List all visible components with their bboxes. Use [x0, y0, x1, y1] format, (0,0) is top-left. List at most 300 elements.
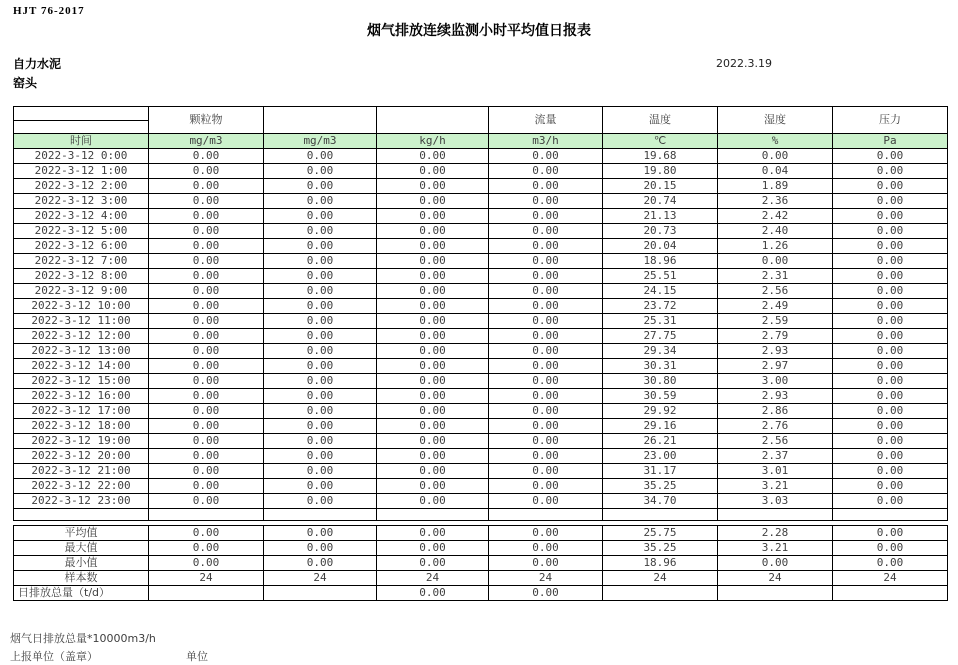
cell-value: 0.00 [377, 149, 489, 164]
footer-note: 烟气日排放总量*10000m3/h [10, 632, 156, 645]
cell-time: 2022-3-12 8:00 [14, 269, 149, 284]
summary-label: 平均值 [14, 526, 149, 541]
cell-value: 0.00 [377, 374, 489, 389]
page-title: 烟气排放连续监测小时平均值日报表 [367, 23, 591, 39]
cell-value: 0.00 [833, 239, 948, 254]
summary-value: 0.00 [718, 556, 833, 571]
cell-value: 0.00 [489, 419, 603, 434]
cell-value: 0.00 [833, 194, 948, 209]
blank-cell [833, 509, 948, 521]
unit-label: 单位 [186, 650, 208, 663]
summary-value: 0.00 [264, 541, 377, 556]
table-row [14, 389, 948, 404]
table-row [14, 254, 948, 269]
report-table [13, 106, 948, 601]
cell-value: 0.00 [489, 374, 603, 389]
cell-time: 2022-3-12 10:00 [14, 299, 149, 314]
cell-value: 0.00 [833, 434, 948, 449]
cell-value: 0.00 [489, 164, 603, 179]
summary-value: 24 [833, 571, 948, 586]
header-cell-unit: m3/h [489, 134, 603, 149]
summary-value: 0.00 [377, 586, 489, 601]
doc-standard-code: HJT 76-2017 [13, 5, 85, 17]
cell-value: 0.00 [377, 479, 489, 494]
cell-value: 24.15 [603, 284, 718, 299]
summary-value [833, 586, 948, 601]
summary-value: 0.00 [377, 526, 489, 541]
cell-value: 0.00 [833, 179, 948, 194]
cell-time: 2022-3-12 16:00 [14, 389, 149, 404]
cell-value: 1.26 [718, 239, 833, 254]
cell-value: 0.00 [833, 314, 948, 329]
table-row [14, 194, 948, 209]
cell-value: 0.00 [264, 239, 377, 254]
header-cell-unit: Pa [833, 134, 948, 149]
cell-value: 0.00 [264, 404, 377, 419]
header-cell-unit: kg/h [377, 134, 489, 149]
summary-value [264, 586, 377, 601]
cell-value: 27.75 [603, 329, 718, 344]
cell-value: 34.70 [603, 494, 718, 509]
cell-value: 3.00 [718, 374, 833, 389]
cell-value: 0.00 [489, 389, 603, 404]
cell-value: 0.00 [149, 194, 264, 209]
cell-value: 0.00 [489, 329, 603, 344]
summary-label: 最大值 [14, 541, 149, 556]
cell-value: 0.00 [149, 239, 264, 254]
cell-time: 2022-3-12 19:00 [14, 434, 149, 449]
cell-value: 0.00 [149, 389, 264, 404]
cell-value: 0.00 [264, 299, 377, 314]
table-row [14, 209, 948, 224]
table-row [14, 434, 948, 449]
summary-label: 样本数 [14, 571, 149, 586]
cell-value: 0.00 [489, 479, 603, 494]
table-row [14, 449, 948, 464]
cell-time: 2022-3-12 23:00 [14, 494, 149, 509]
cell-value: 2.36 [718, 194, 833, 209]
cell-value: 2.93 [718, 389, 833, 404]
cell-value: 0.00 [377, 359, 489, 374]
summary-value: 0.00 [489, 526, 603, 541]
summary-value: 3.21 [718, 541, 833, 556]
cell-value: 0.00 [264, 149, 377, 164]
cell-value: 0.00 [489, 344, 603, 359]
cell-value: 0.00 [489, 224, 603, 239]
cell-value: 0.00 [489, 314, 603, 329]
summary-value: 24 [264, 571, 377, 586]
blank-cell [603, 509, 718, 521]
cell-value: 0.00 [489, 464, 603, 479]
table-row [14, 329, 948, 344]
cell-value: 0.00 [377, 449, 489, 464]
cell-value: 0.00 [149, 179, 264, 194]
cell-value: 2.40 [718, 224, 833, 239]
table-row [14, 344, 948, 359]
header-cell-group: 压力 [833, 107, 948, 134]
summary-value: 24 [149, 571, 264, 586]
table-row [14, 479, 948, 494]
cell-value: 0.00 [149, 269, 264, 284]
summary-value: 0.00 [833, 556, 948, 571]
cell-value: 0.00 [377, 464, 489, 479]
cell-time: 2022-3-12 0:00 [14, 149, 149, 164]
company-name: 自力水泥 [13, 57, 62, 71]
cell-value: 0.00 [149, 449, 264, 464]
table-row [14, 419, 948, 434]
cell-value: 2.37 [718, 449, 833, 464]
summary-value: 24 [718, 571, 833, 586]
blank-cell [377, 509, 489, 521]
summary-value: 0.00 [264, 526, 377, 541]
cell-value: 0.00 [264, 179, 377, 194]
cell-value: 0.00 [264, 224, 377, 239]
cell-time: 2022-3-12 6:00 [14, 239, 149, 254]
cell-value: 3.21 [718, 479, 833, 494]
cell-time: 2022-3-12 1:00 [14, 164, 149, 179]
cell-value: 0.00 [377, 419, 489, 434]
blank-cell [718, 509, 833, 521]
cell-value: 0.00 [149, 299, 264, 314]
cell-time: 2022-3-12 9:00 [14, 284, 149, 299]
cell-value: 0.00 [264, 329, 377, 344]
cell-value: 0.00 [264, 389, 377, 404]
cell-value: 0.00 [489, 149, 603, 164]
blank-cell [264, 509, 377, 521]
cell-value: 20.74 [603, 194, 718, 209]
table-row [14, 149, 948, 164]
cell-value: 0.00 [149, 404, 264, 419]
summary-value: 0.00 [377, 541, 489, 556]
header-cell-time-top [14, 107, 149, 121]
blank-cell [489, 509, 603, 521]
cell-value: 0.00 [264, 359, 377, 374]
cell-value: 0.00 [149, 419, 264, 434]
cell-value: 0.00 [149, 374, 264, 389]
cell-time: 2022-3-12 22:00 [14, 479, 149, 494]
cell-value: 0.00 [149, 284, 264, 299]
cell-value: 0.00 [833, 284, 948, 299]
cell-value: 0.00 [489, 299, 603, 314]
summary-value [603, 586, 718, 601]
summary-value: 0.00 [833, 541, 948, 556]
cell-value: 29.16 [603, 419, 718, 434]
cell-value: 25.51 [603, 269, 718, 284]
header-cell-time-bottom [14, 121, 149, 134]
cell-value: 0.00 [833, 149, 948, 164]
cell-value: 0.00 [377, 209, 489, 224]
cell-value: 0.00 [149, 314, 264, 329]
summary-value: 24 [603, 571, 718, 586]
report-table-container [13, 106, 948, 601]
table-row [14, 404, 948, 419]
monitor-point-name: 窑头 [13, 76, 38, 90]
cell-value: 26.21 [603, 434, 718, 449]
cell-value: 0.00 [264, 374, 377, 389]
cell-value: 0.00 [264, 194, 377, 209]
cell-value: 0.00 [149, 149, 264, 164]
cell-value: 21.13 [603, 209, 718, 224]
summary-value: 18.96 [603, 556, 718, 571]
cell-value: 0.00 [377, 344, 489, 359]
cell-value: 0.00 [377, 224, 489, 239]
cell-time: 2022-3-12 4:00 [14, 209, 149, 224]
cell-value: 0.00 [833, 164, 948, 179]
cell-value: 0.00 [489, 209, 603, 224]
cell-value: 0.00 [489, 359, 603, 374]
summary-value: 35.25 [603, 541, 718, 556]
cell-time: 2022-3-12 3:00 [14, 194, 149, 209]
cell-value: 0.00 [833, 419, 948, 434]
cell-value: 0.00 [377, 404, 489, 419]
cell-value: 0.00 [377, 389, 489, 404]
cell-value: 0.00 [377, 269, 489, 284]
cell-value: 0.00 [377, 329, 489, 344]
cell-value: 0.00 [489, 254, 603, 269]
cell-value: 0.00 [489, 179, 603, 194]
report-date: 2022.3.19 [716, 57, 772, 70]
cell-value: 29.34 [603, 344, 718, 359]
blank-cell [14, 509, 149, 521]
cell-value: 3.03 [718, 494, 833, 509]
cell-value: 2.76 [718, 419, 833, 434]
cell-value: 0.04 [718, 164, 833, 179]
cell-time: 2022-3-12 12:00 [14, 329, 149, 344]
cell-value: 30.31 [603, 359, 718, 374]
header-cell-group [264, 107, 377, 134]
cell-value: 0.00 [377, 434, 489, 449]
summary-row [14, 586, 948, 601]
header-cell-unit: % [718, 134, 833, 149]
table-row [14, 239, 948, 254]
cell-value: 0.00 [833, 359, 948, 374]
unit-header-row [14, 134, 948, 149]
cell-value: 0.00 [377, 194, 489, 209]
cell-time: 2022-3-12 21:00 [14, 464, 149, 479]
header-cell-group: 湿度 [718, 107, 833, 134]
cell-time: 2022-3-12 13:00 [14, 344, 149, 359]
summary-row [14, 541, 948, 556]
cell-value: 20.73 [603, 224, 718, 239]
cell-value: 0.00 [833, 299, 948, 314]
cell-value: 0.00 [833, 329, 948, 344]
summary-value: 24 [489, 571, 603, 586]
cell-value: 23.00 [603, 449, 718, 464]
cell-value: 0.00 [833, 494, 948, 509]
cell-value: 35.25 [603, 479, 718, 494]
cell-value: 0.00 [149, 224, 264, 239]
table-row [14, 284, 948, 299]
cell-value: 20.04 [603, 239, 718, 254]
cell-value: 0.00 [264, 209, 377, 224]
cell-value: 0.00 [718, 149, 833, 164]
cell-value: 19.80 [603, 164, 718, 179]
header-cell-group: 颗粒物 [149, 107, 264, 134]
cell-value: 23.72 [603, 299, 718, 314]
cell-value: 2.49 [718, 299, 833, 314]
header-cell-time-label: 时间 [14, 134, 149, 149]
header-cell-group: 温度 [603, 107, 718, 134]
cell-value: 0.00 [377, 494, 489, 509]
cell-value: 0.00 [833, 254, 948, 269]
cell-value: 0.00 [833, 404, 948, 419]
group-header-row [14, 107, 948, 121]
cell-value: 30.80 [603, 374, 718, 389]
cell-value: 2.97 [718, 359, 833, 374]
cell-value: 0.00 [489, 449, 603, 464]
cell-value: 0.00 [833, 269, 948, 284]
summary-value: 24 [377, 571, 489, 586]
cell-time: 2022-3-12 2:00 [14, 179, 149, 194]
table-row [14, 464, 948, 479]
header-cell-unit: mg/m3 [149, 134, 264, 149]
cell-value: 0.00 [149, 434, 264, 449]
cell-value: 0.00 [264, 434, 377, 449]
cell-value: 0.00 [489, 239, 603, 254]
cell-value: 0.00 [718, 254, 833, 269]
cell-value: 0.00 [149, 209, 264, 224]
cell-value: 2.93 [718, 344, 833, 359]
cell-value: 0.00 [149, 359, 264, 374]
cell-value: 0.00 [264, 164, 377, 179]
footer-signature-line [10, 648, 510, 664]
summary-row [14, 526, 948, 541]
table-row [14, 269, 948, 284]
cell-value: 0.00 [377, 164, 489, 179]
cell-value: 0.00 [377, 254, 489, 269]
cell-value: 0.00 [149, 464, 264, 479]
blank-row [14, 509, 948, 521]
cell-value: 0.00 [149, 164, 264, 179]
cell-value: 0.00 [833, 464, 948, 479]
cell-value: 0.00 [489, 284, 603, 299]
summary-value: 0.00 [833, 526, 948, 541]
cell-value: 0.00 [833, 389, 948, 404]
cell-value: 0.00 [377, 179, 489, 194]
cell-value: 29.92 [603, 404, 718, 419]
cell-time: 2022-3-12 17:00 [14, 404, 149, 419]
header-cell-group: 流量 [489, 107, 603, 134]
cell-value: 2.56 [718, 434, 833, 449]
summary-value: 0.00 [489, 541, 603, 556]
cell-value: 19.68 [603, 149, 718, 164]
cell-time: 2022-3-12 18:00 [14, 419, 149, 434]
header-cell-unit: ℃ [603, 134, 718, 149]
cell-value: 0.00 [264, 344, 377, 359]
header-cell-group [377, 107, 489, 134]
cell-value: 0.00 [833, 479, 948, 494]
cell-value: 0.00 [489, 434, 603, 449]
summary-value: 0.00 [264, 556, 377, 571]
cell-value: 0.00 [264, 464, 377, 479]
cell-value: 0.00 [489, 494, 603, 509]
cell-value: 2.59 [718, 314, 833, 329]
summary-value: 0.00 [377, 556, 489, 571]
cell-value: 0.00 [833, 209, 948, 224]
header-cell-unit: mg/m3 [264, 134, 377, 149]
cell-value: 2.31 [718, 269, 833, 284]
cell-value: 2.42 [718, 209, 833, 224]
cell-value: 1.89 [718, 179, 833, 194]
cell-value: 0.00 [149, 329, 264, 344]
summary-value: 0.00 [149, 541, 264, 556]
cell-time: 2022-3-12 11:00 [14, 314, 149, 329]
cell-value: 0.00 [833, 344, 948, 359]
table-row [14, 374, 948, 389]
report-table-body [14, 107, 948, 601]
table-row [14, 179, 948, 194]
cell-value: 0.00 [377, 239, 489, 254]
summary-value: 0.00 [489, 556, 603, 571]
cell-value: 0.00 [833, 224, 948, 239]
cell-value: 0.00 [149, 479, 264, 494]
cell-value: 0.00 [264, 314, 377, 329]
cell-value: 0.00 [377, 284, 489, 299]
cell-time: 2022-3-12 14:00 [14, 359, 149, 374]
summary-value: 25.75 [603, 526, 718, 541]
blank-cell [149, 509, 264, 521]
cell-value: 0.00 [377, 299, 489, 314]
summary-label: 日排放总量（t/d） [14, 586, 149, 601]
table-row [14, 224, 948, 239]
cell-value: 0.00 [264, 494, 377, 509]
cell-value: 0.00 [264, 284, 377, 299]
cell-value: 3.01 [718, 464, 833, 479]
cell-value: 2.56 [718, 284, 833, 299]
summary-value: 0.00 [149, 526, 264, 541]
summary-label: 最小值 [14, 556, 149, 571]
summary-row [14, 571, 948, 586]
report-unit-label: 上报单位（盖章） [10, 650, 98, 663]
cell-value: 18.96 [603, 254, 718, 269]
cell-value: 0.00 [377, 314, 489, 329]
cell-time: 2022-3-12 20:00 [14, 449, 149, 464]
cell-value: 2.79 [718, 329, 833, 344]
table-row [14, 359, 948, 374]
summary-value: 0.00 [149, 556, 264, 571]
cell-value: 0.00 [833, 449, 948, 464]
cell-value: 0.00 [264, 479, 377, 494]
cell-value: 0.00 [489, 269, 603, 284]
cell-value: 2.86 [718, 404, 833, 419]
cell-value: 0.00 [833, 374, 948, 389]
table-row [14, 164, 948, 179]
table-row [14, 314, 948, 329]
cell-time: 2022-3-12 5:00 [14, 224, 149, 239]
cell-value: 0.00 [149, 254, 264, 269]
cell-value: 0.00 [489, 404, 603, 419]
cell-value: 0.00 [149, 344, 264, 359]
cell-time: 2022-3-12 7:00 [14, 254, 149, 269]
table-row [14, 299, 948, 314]
cell-value: 0.00 [264, 419, 377, 434]
summary-value: 0.00 [489, 586, 603, 601]
table-row [14, 494, 948, 509]
cell-value: 20.15 [603, 179, 718, 194]
cell-value: 0.00 [264, 269, 377, 284]
cell-value: 30.59 [603, 389, 718, 404]
cell-value: 31.17 [603, 464, 718, 479]
summary-value: 2.28 [718, 526, 833, 541]
summary-value [149, 586, 264, 601]
summary-value [718, 586, 833, 601]
cell-value: 0.00 [264, 449, 377, 464]
summary-row [14, 556, 948, 571]
cell-value: 0.00 [264, 254, 377, 269]
cell-value: 0.00 [489, 194, 603, 209]
cell-value: 0.00 [149, 494, 264, 509]
cell-value: 25.31 [603, 314, 718, 329]
